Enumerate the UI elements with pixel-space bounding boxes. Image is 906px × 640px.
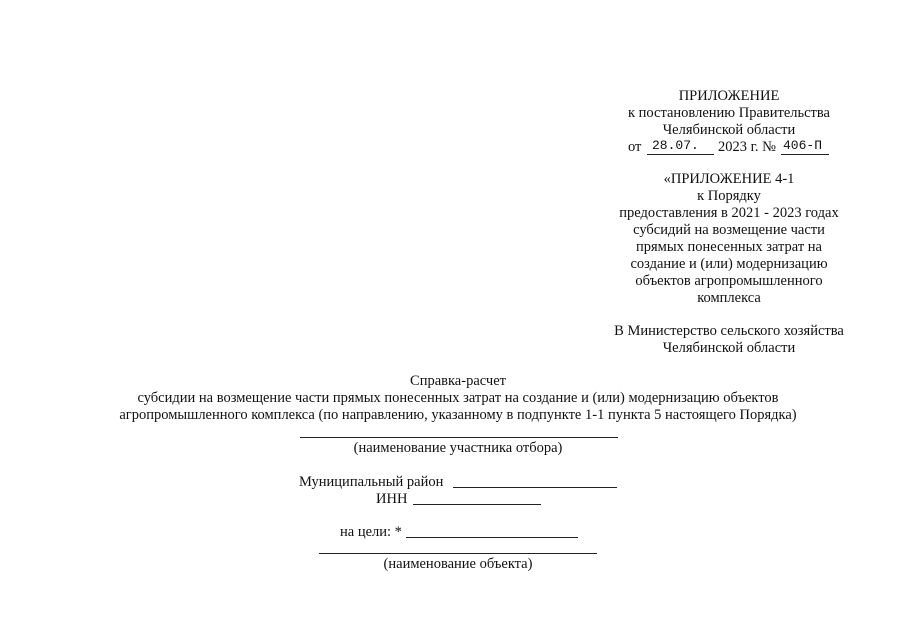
appendix-line-1: к постановлению Правительства xyxy=(628,105,830,121)
appendix-line-2: Челябинской области xyxy=(662,122,796,138)
appendix-title: ПРИЛОЖЕНИЕ xyxy=(678,88,780,104)
appendix41-line: комплекса xyxy=(697,290,761,306)
decree-year: 2023 г. № xyxy=(718,139,777,155)
number-underline xyxy=(781,154,829,155)
object-caption: (наименование объекта) xyxy=(383,556,533,572)
appendix41-line: прямых понесенных затрат на xyxy=(636,239,822,255)
addressee-line-2: Челябинской области xyxy=(662,340,796,356)
form-subtitle-line-2: агропромышленного комплекса (по направлению, указанному в подпункте 1-1 пункта 5 настоящего Порядка) xyxy=(119,407,797,423)
appendix41-line: к Порядку xyxy=(697,188,761,204)
district-field[interactable] xyxy=(453,487,617,488)
inn-field[interactable] xyxy=(413,504,541,505)
date-underline xyxy=(647,154,714,155)
participant-caption: (наименование участника отбора) xyxy=(353,440,563,456)
appendix41-title: «ПРИЛОЖЕНИЕ 4-1 xyxy=(663,171,795,187)
form-title: Справка-расчет xyxy=(410,373,506,389)
appendix41-line: создание и (или) модернизацию xyxy=(630,256,828,272)
form-subtitle-line-1: субсидии на возмещение части прямых понесенных затрат на создание и (или) модернизацию объектов xyxy=(137,390,779,406)
participant-name-field[interactable] xyxy=(300,437,618,438)
inn-label: ИНН xyxy=(376,491,408,507)
appendix41-line: предоставления в 2021 - 2023 годах xyxy=(619,205,839,221)
decree-date: 28.07. xyxy=(652,138,699,153)
appendix41-line: объектов агропромышленного xyxy=(635,273,823,289)
appendix41-line: субсидий на возмещение части xyxy=(633,222,825,238)
decree-number: 406-П xyxy=(783,138,823,153)
district-label: Муниципальный район xyxy=(299,474,444,490)
purpose-label: на цели: * xyxy=(340,524,402,540)
object-name-field[interactable] xyxy=(319,553,597,554)
date-prefix: от xyxy=(628,139,642,155)
purpose-field[interactable] xyxy=(406,537,578,538)
addressee-line-1: В Министерство сельского хозяйства xyxy=(614,323,844,339)
